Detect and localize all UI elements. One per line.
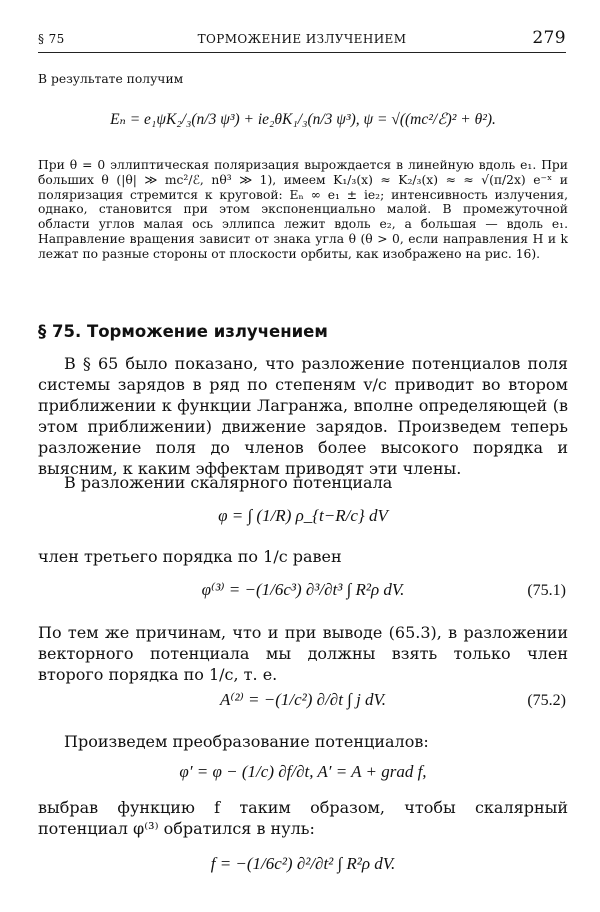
paragraph-5: Произведем преобразование потенциалов: (64, 732, 429, 751)
header-section-number: § 75 (38, 32, 65, 46)
page-number: 279 (532, 28, 566, 48)
formula-en: Eₙ = e₁ψK₂/₃(n/3 ψ³) + ie₂θK₁/₃(n/3 ψ³), ψ = √((mc²/ℰ)² + θ²). (110, 111, 496, 128)
running-header (38, 28, 566, 53)
equation-75-1: φ⁽³⁾ = −(1/6c³) ∂³/∂t³ ∫ R²ρ dV. (201, 580, 405, 599)
header-chapter-title: ТОРМОЖЕНИЕ ИЗЛУЧЕНИЕМ (197, 32, 407, 46)
equation-f: f = −(1/6c²) ∂²/∂t² ∫ R²ρ dV. (210, 854, 396, 873)
footnote-paragraph: При θ = 0 эллиптическая поляризация вырождается в линейную вдоль e₁. При больших θ (|θ| ≫ mc²/ℰ, nθ³ ≫ 1), имеем K₁/₃(x) ≈ K₂/₃(x) ≈ ≈ √(π/2x) e⁻ˣ и поляризация стремится к круговой: Eₙ ∞ e₁ ± ie₂; интенсивность излучения, однако, становится при этом экспоненциально малой. В промежуточной области углов малая ось эллипса лежит вдоль e₂, а большая — вдоль e₁. Направление вращения зависит от знака угла θ (θ > 0, если направления H и k лежат по разные стороны от плоскости орбиты, как изображено на рис. 16). (38, 158, 568, 261)
equation-75-2: A⁽²⁾ = −(1/c²) ∂/∂t ∫ j dV. (219, 690, 387, 709)
paragraph-3: член третьего порядка по 1/c равен (38, 547, 342, 566)
paragraph-6: выбрав функцию f таким образом, чтобы скалярный потенциал φ⁽³⁾ обратился в нуль: (38, 798, 568, 838)
paragraph-4: По тем же причинам, что и при выводе (65.3), в разложении векторного потенциала мы должны взять только член второго порядка по 1/c, т. е. (38, 623, 568, 684)
equation-gauge: φ′ = φ − (1/c) ∂f/∂t, A′ = A + grad f, (179, 762, 427, 781)
paragraph-2: В разложении скалярного потенциала (64, 473, 393, 492)
paragraph-1: В § 65 было показано, что разложение потенциалов поля системы зарядов в ряд по степеням v/c приводит во втором приближении к функции Лагранжа, вполне определяющей (в этом приближении) движение зарядов. Произведем теперь разложение поля до членов более высокого порядка и выясним, к каким эффектам приводят эти члены. (38, 354, 568, 478)
equation-label-75-2: (75.2) (527, 692, 566, 709)
equation-phi: φ = ∫ (1/R) ρ_{t−R/c} dV (218, 506, 388, 525)
intro-line: В результате получим (38, 72, 184, 86)
equation-label-75-1: (75.1) (527, 582, 566, 599)
section-heading: § 75. Торможение излучением (38, 322, 328, 341)
